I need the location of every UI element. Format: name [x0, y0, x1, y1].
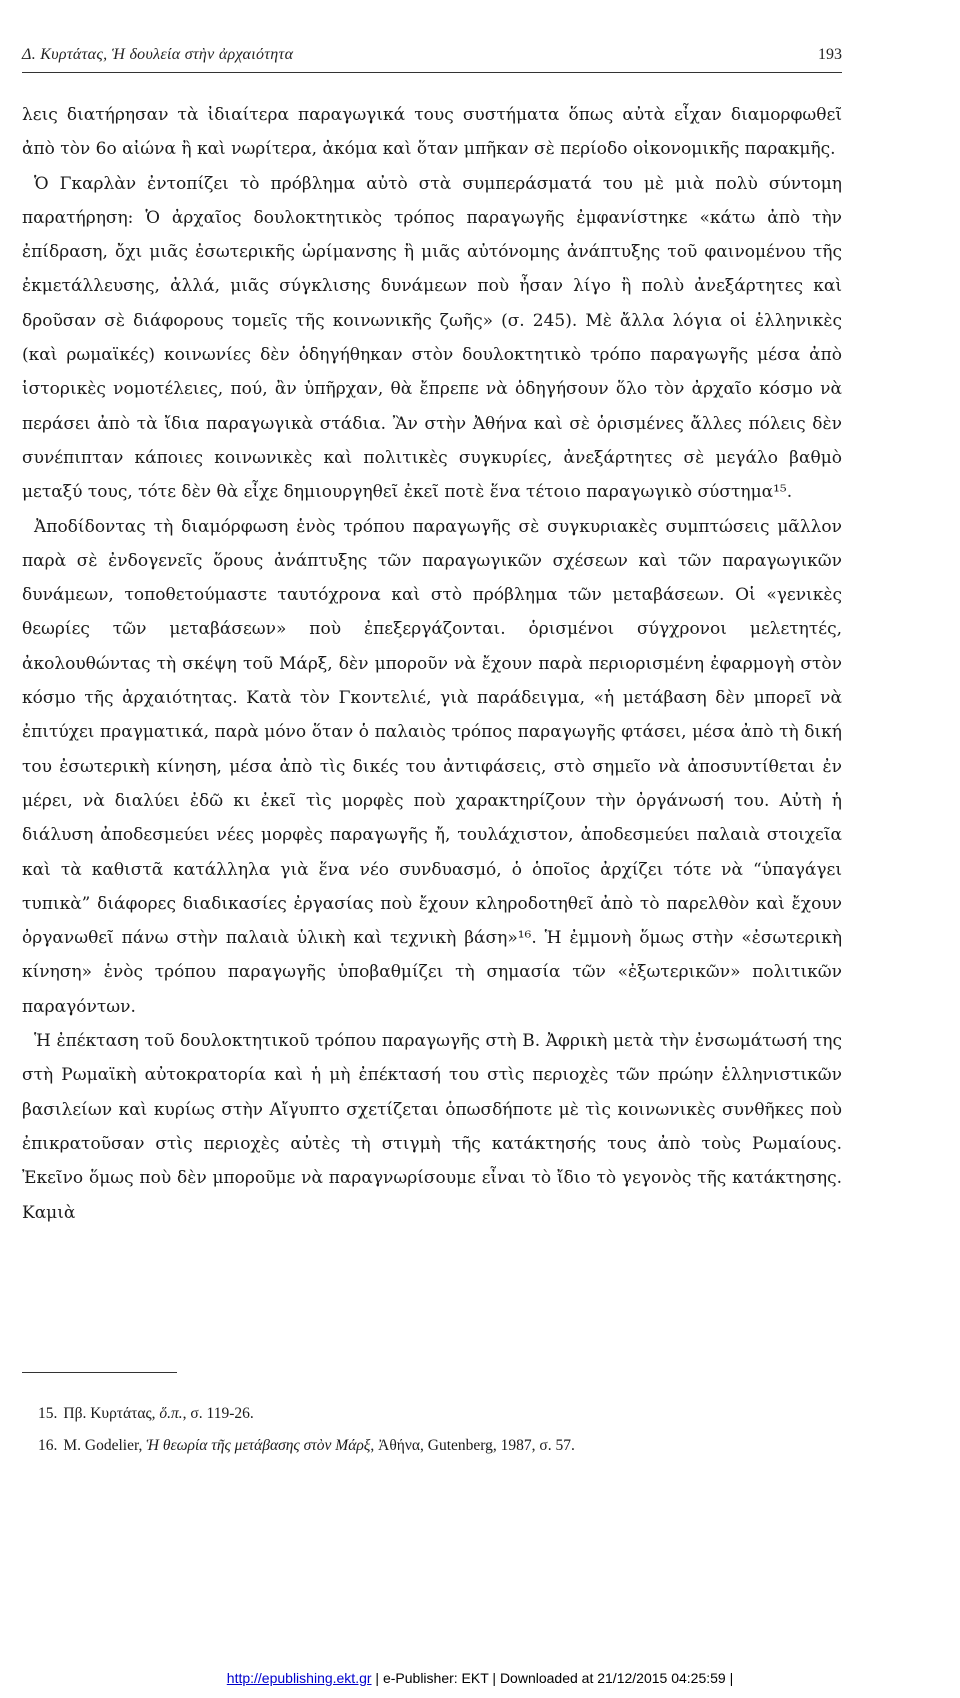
paragraph: λεις διατήρησαν τὰ ἰδιαίτερα παραγωγικά τους συστήματα ὅπως αὐτὰ εἶχαν διαμορφωθεῖ ἀπὸ τὸν 6ο αἰώνα ἢ καὶ νωρίτερα, ἀκόμα καὶ ὅταν μπῆκαν σὲ περίοδο οἰκονομικῆς παρακμῆς.: [22, 105, 842, 160]
footnote-number: 16.: [38, 1437, 58, 1454]
footnote-divider: [22, 1372, 177, 1373]
body-text: [22, 98, 842, 1230]
publisher-link[interactable]: http://epublishing.ekt.gr: [226, 1670, 372, 1686]
paragraph: Ἡ ἐπέκταση τοῦ δουλοκτητικοῦ τρόπου παραγωγῆς στὴ Β. Ἀφρικὴ μετὰ τὴν ἐνσωμάτωσή της στὴ Ρωμαϊκὴ αὐτοκρατορία καὶ ἡ μὴ ἐπέκτασή του στὶς περιοχὲς τῶν πρώην ἑλληνιστικῶν βασιλείων καὶ κυρίως στὴν Αἴγυπτο σχετίζεται ὁπωσδήποτε μὲ τὶς κοινωνικὲς συνθῆκες ποὺ ἐπικρατοῦσαν στὶς περιοχὲς αὐτὲς τὴ στιγμὴ τῆς κατάκτησής τους ἀπὸ τοὺς Ρωμαίους. Ἐκεῖνο ὅμως ποὺ δὲν μποροῦμε νὰ παραγνωρίσουμε εἶναι τὸ ἴδιο τὸ γεγονὸς τῆς κατάκτησης. Καμιὰ: [22, 1031, 842, 1223]
footnote-text: Πβ. Κυρτάτας,: [63, 1405, 160, 1422]
footnotes: [38, 1398, 838, 1462]
paragraph: Ἀποδίδοντας τὴ διαμόρφωση ἑνὸς τρόπου παραγωγῆς σὲ συγκυριακὲς συμπτώσεις μᾶλλον παρὰ σὲ ἐνδογενεῖς ὅρους ἀνάπτυξης τῶν παραγωγικῶν σχέσεων καὶ τῶν παραγωγικῶν δυνάμεων, τοποθετούμαστε ταυτόχρονα καὶ στὸ πρόβλημα τῶν μεταβάσεων. Οἱ «γενικὲς θεωρίες τῶν μεταβάσεων» ποὺ ἐπεξεργάζονται. ὁρισμένοι σύγχρονοι μελετητές, ἀκολουθώντας τὴ σκέψη τοῦ Μάρξ, δὲν μποροῦν νὰ ἔχουν παρὰ περιορισμένη ἐφαρμογὴ στὸν κόσμο τῆς ἀρχαιότητας. Κατὰ τὸν Γκοντελιέ, γιὰ παράδειγμα, «ἡ μετάβαση δὲν μπορεῖ νὰ ἐπιτύχει πραγματικά, παρὰ μόνο ὅταν ὁ παλαιὸς τρόπος παραγωγῆς φτάσει, μέσα ἀπὸ τὴ δική του ἐσωτερικὴ κίνηση, μέσα ἀπὸ τὶς δικές του ἀντιφάσεις, στὸ σημεῖο νὰ ἀποσυντίθεται ἐν μέρει, νὰ διαλύει ἐδῶ κι ἐκεῖ τὶς μορφὲς ποὺ χαρακτηρίζουν τὴν ὀργάνωσή του. Αὐτὴ ἡ διάλυση ἀποδεσμεύει νέες μορφὲς παραγωγῆς ἤ, τουλάχιστον, ἀποδεσμεύει παλαιὰ στοιχεῖα καὶ τὰ καθιστᾶ κατάλληλα γιὰ ἕνα νέο συνδυασμό, ὁ ὁποῖος ἀρχίζει τότε νὰ “ὑπαγάγει τυπικὰ” διάφορες διαδικασίες ἐργασίας ποὺ ἔχουν κληροδοτηθεῖ ἀπὸ τὸ παρελθὸν καὶ ἔχουν ὀργανωθεῖ πάνω στὴν παλαιὰ ὑλικὴ καὶ τεχνικὴ βάση»¹⁶. Ἡ ἐμμονὴ ὅμως στὴν «ἐσωτερικὴ κίνηση» ἑνὸς τρόπου παραγωγῆς ὑποβαθμίζει τὴ σημασία τῶν «ἐξωτερικῶν» πολιτικῶν παραγόντων.: [22, 516, 842, 1017]
page-number: 193: [818, 46, 842, 63]
running-header: [22, 44, 842, 73]
footnote-text: , σ. 119-26.: [182, 1405, 254, 1422]
footnote: [38, 1430, 838, 1462]
footnote-text: M. Godelier,: [63, 1437, 147, 1454]
footnote-number: 15.: [38, 1405, 58, 1422]
paragraph: Ὁ Γκαρλὰν ἐντοπίζει τὸ πρόβλημα αὐτὸ στὰ συμπεράσματά του μὲ μιὰ πολὺ σύντομη παρατήρηση: Ὁ ἀρχαῖος δουλοκτητικὸς τρόπος παραγωγῆς ἐμφανίστηκε «κάτω ἀπὸ τὴν ἐπίδραση, ὄχι μιᾶς ἐσωτερικῆς ὡρίμανσης ἢ μιᾶς αὐτόνομης ἀνάπτυξης τοῦ φαινομένου τῆς ἐκμετάλλευσης, ἀλλά, μιᾶς σύγκλισης δυνάμεων ποὺ ἦσαν λίγο ἢ πολὺ ἀνεξάρτητες καὶ δροῦσαν σὲ διάφορους τομεῖς τῆς κοινωνικῆς ζωῆς» (σ. 245). Μὲ ἄλλα λόγια οἱ ἑλληνικὲς (καὶ ρωμαϊκές) κοινωνίες δὲν ὁδηγήθηκαν στὸν δουλοκτητικὸ τρόπο παραγωγῆς μέσα ἀπὸ ἱστορικὲς νομοτέλειες, πού, ἂν ὑπῆρχαν, θὰ ἔπρεπε νὰ ὁδηγήσουν ὅλο τὸν ἀρχαῖο κόσμο νὰ περάσει ἀπὸ τὰ ἴδια παραγωγικὰ στάδια. Ἂν στὴν Ἀθήνα καὶ σὲ ὁρισμένες ἄλλες πόλεις δὲν συνέπιπταν κάποιες κοινωνικὲς καὶ πολιτικὲς συγκυρίες, ἀνεξάρτητες σὲ μεγάλο βαθμὸ μεταξύ τους, τότε δὲν θὰ εἶχε δημιουργηθεῖ ἐκεῖ ποτὲ ἕνα τέτοιο παραγωγικὸ σύστημα¹⁵.: [22, 173, 842, 503]
running-title: Δ. Κυρτάτας, Ἡ δουλεία στὴν ἀρχαιότητα: [22, 46, 294, 63]
footnote-italic: Ἡ θεωρία τῆς μετάβασης στὸν Μάρξ: [146, 1437, 371, 1454]
footnote-italic: ὅ.π.: [159, 1405, 183, 1422]
footer-text: | e-Publisher: EKT | Downloaded at 21/12/2015 04:25:59 |: [371, 1670, 734, 1686]
download-footer: [0, 1670, 960, 1686]
footnote-text: , Ἀθήνα, Gutenberg, 1987, σ. 57.: [370, 1437, 575, 1454]
footnote: [38, 1398, 838, 1430]
